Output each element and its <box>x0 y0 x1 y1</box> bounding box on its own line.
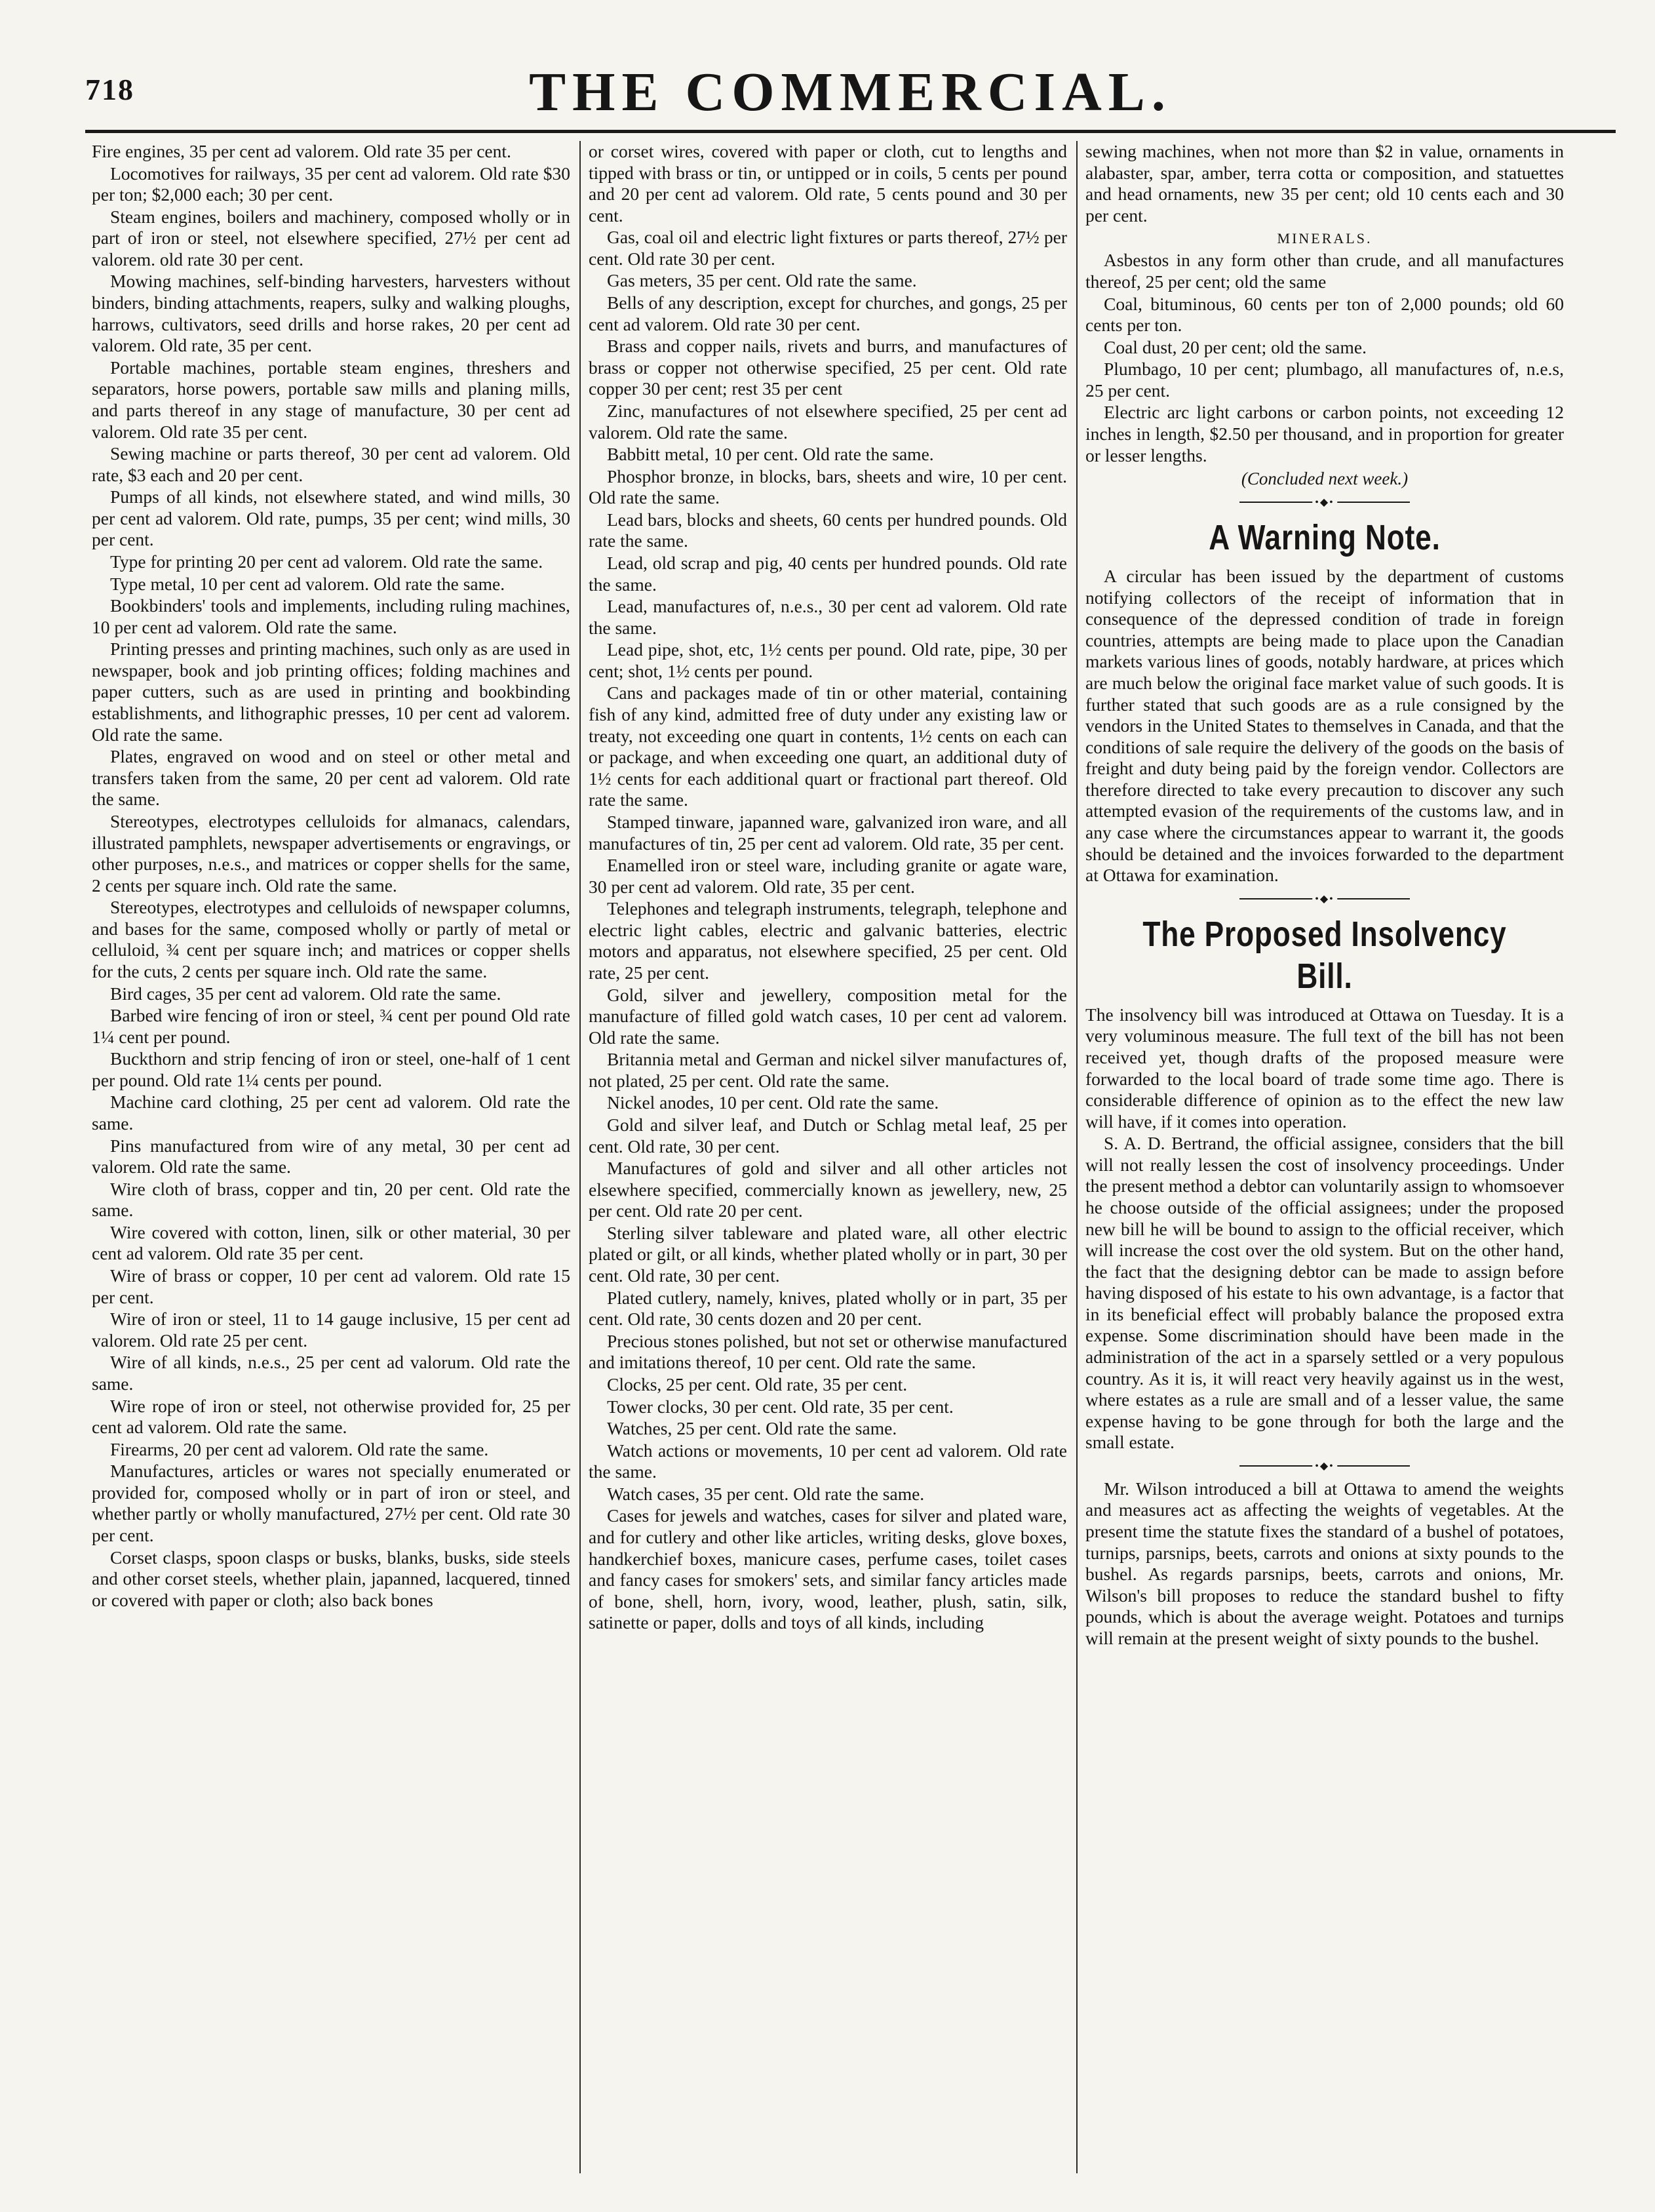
tariff-item: Machine card clothing, 25 per cent ad valorem. Old rate the same. <box>92 1092 570 1134</box>
tariff-item: Bookbinders' tools and implements, including ruling machines, 10 per cent ad valorem. Old rate the same. <box>92 595 570 637</box>
article-paragraph-weights: Mr. Wilson introduced a bill at Ottawa to amend the weights and measures act as affecting the weights of vegetables. At the present time the statute fixes the standard of a bushel of potatoes, turnips, parsnips, beets, carrots and onions at sixty pounds to the bushel. As regards parsnips, beets, carrots and onions, Mr. Wilson's bill proposes to reduce the standard bushel to fifty pounds, which is about the average weight. Potatoes and turnips will remain at the present weight of sixty pounds to the bushel. <box>1085 1478 1564 1648</box>
tariff-item: Type for printing 20 per cent ad valorem. Old rate the same. <box>110 551 543 572</box>
tariff-item: Barbed wire fencing of iron or steel, ¾ cent per pound Old rate 1¼ cent per pound. <box>92 1005 570 1047</box>
tariff-item: Bird cages, 35 per cent ad valorem. Old rate the same. <box>110 983 501 1004</box>
tariff-item: Lead, manufactures of, n.e.s., 30 per cent ad valorem. Old rate the same. <box>589 596 1067 638</box>
column-1 <box>92 141 570 2180</box>
tariff-item: Watch actions or movements, 10 per cent ad valorem. Old rate the same. <box>589 1440 1067 1482</box>
article-title-insolvency: The Proposed Insolvency Bill. <box>1142 914 1507 996</box>
column-3 <box>1085 141 1564 2180</box>
tariff-item: Corset clasps, spoon clasps or busks, blanks, busks, side steels and other corset steels, whether plain, japanned, lacquered, tinned or covered with paper or cloth; also back bones <box>92 1547 570 1610</box>
article-title-warning: A Warning Note. <box>1209 518 1441 558</box>
article-paragraph: S. A. D. Bertrand, the official assignee, considers that the bill will not really lessen the cost of insolvency proceedings. Under the present method a debtor can voluntarily assign to whomsoever he choose outside of the official assignees; under the proposed new bill he will be bound to assign to the official receiver, which will increase the cost over the old system. But on the other hand, the fact that the designing debtor can be made to assign before having disposed of his estate to his own advantage, is a factor that in its beneficial effect will probably balance the proposed extra expense. Some discrimination should have been made in the administration of the act in a sparsely settled or a very populous country. As it is, it will react very heavily against us in the west, where estates as a rule are small and of a lesser value, the same expense having to be gone through for both the large and the small estate. <box>1085 1133 1564 1453</box>
tariff-item: Plates, engraved on wood and on steel or other metal and transfers taken from the same, 20 per cent ad valorem. Old rate the same. <box>92 746 570 810</box>
section-divider <box>1239 1460 1410 1472</box>
article-paragraph: The insolvency bill was introduced at Ottawa on Tuesday. It is a very voluminous measure. The full text of the bill has not been received yet, though drafts of the proposed measure were forwarded to the local board of trade some time ago. There is considerable difference of opinion as to the effect the new law will have, if it comes into operation. <box>1085 1004 1564 1132</box>
tariff-item: Gold, silver and jewellery, composition metal for the manufacture of filled gold watch cases, 10 per cent ad valorem. Old rate the same. <box>589 984 1067 1048</box>
column-divider-1 <box>579 141 581 2173</box>
tariff-item: Stamped tinware, japanned ware, galvanized iron ware, and all manufactures of tin, 25 per cent ad valorem. Old rate, 35 per cent. <box>589 811 1067 854</box>
tariff-item: Manufactures of gold and silver and all other articles not elsewhere specified, commercially known as jewellery, new, 25 per cent. Old rate 20 per cent. <box>589 1158 1067 1221</box>
tariff-item: Watch cases, 35 per cent. Old rate the same. <box>607 1483 925 1504</box>
column-divider-2 <box>1076 141 1078 2173</box>
tariff-item: Watches, 25 per cent. Old rate the same. <box>607 1418 897 1439</box>
tariff-item: Wire covered with cotton, linen, silk or other material, 30 per cent ad valorem. Old rate 35 per cent. <box>92 1221 570 1264</box>
tariff-item: Gold and silver leaf, and Dutch or Schlag metal leaf, 25 per cent. Old rate, 30 per cent. <box>589 1115 1067 1156</box>
tariff-item: Steam engines, boilers and machinery, composed wholly or in part of iron or steel, not elsewhere specified, 27½ per cent ad valorem. old rate 30 per cent. <box>92 206 570 269</box>
tariff-item: Wire cloth of brass, copper and tin, 20 per cent. Old rate the same. <box>92 1178 570 1221</box>
tariff-item: Nickel anodes, 10 per cent. Old rate the same. <box>607 1092 939 1113</box>
tariff-item: Wire of brass or copper, 10 per cent ad valorem. Old rate 15 per cent. <box>92 1265 570 1307</box>
tariff-item: Clocks, 25 per cent. Old rate, 35 per cent. <box>607 1373 908 1394</box>
tariff-item: Zinc, manufactures of not elsewhere specified, 25 per cent ad valorem. Old rate the same. <box>589 400 1067 443</box>
masthead-title: THE COMMERCIAL. <box>529 62 1172 123</box>
tariff-item: Telephones and telegraph instruments, telegraph, telephone and electric light cables, electric and galvanic batteries, electric motors and apparatus, not elsewhere specified, 25 per cent. Old rate, 25 per cent. <box>589 898 1067 983</box>
tariff-item: Lead pipe, shot, etc, 1½ cents per pound. Old rate, pipe, 30 per cent; shot, 1½ cents per pound. <box>589 639 1067 681</box>
section-divider <box>1239 893 1410 905</box>
page-header <box>85 60 1616 132</box>
tariff-item: Tower clocks, 30 per cent. Old rate, 35 per cent. <box>607 1396 954 1417</box>
tariff-item: Lead bars, blocks and sheets, 60 cents per hundred pounds. Old rate the same. <box>589 509 1067 551</box>
minerals-heading: MINERALS. <box>1277 230 1373 247</box>
tariff-item: Sterling silver tableware and plated ware, all other electric plated or gilt, or all kinds, whether plated wholly or in part, 30 per cent. Old rate, 30 per cent. <box>589 1222 1067 1286</box>
tariff-item: Enamelled iron or steel ware, including granite or agate ware, 30 per cent ad valorem. Old rate, 35 per cent. <box>589 855 1067 897</box>
tariff-item: Wire rope of iron or steel, not otherwise provided for, 25 per cent ad valorem. Old rate the same. <box>92 1395 570 1438</box>
tariff-item: Manufactures, articles or wares not specially enumerated or provided for, composed wholly or in part of iron or steel, and whether partly or wholly manufactured, 27½ per cent. Old rate 30 per cent. <box>92 1461 570 1545</box>
tariff-item: Coal, bituminous, 60 cents per ton of 2,000 pounds; old 60 cents per ton. <box>1085 293 1564 336</box>
tariff-item: Portable machines, portable steam engines, threshers and separators, horse powers, portable saw mills and planing mills, and parts thereof in any stage of manufacture, 30 per cent ad valorem. Old rate 35 per cent. <box>92 357 570 442</box>
tariff-item: Bells of any description, except for churches, and gongs, 25 per cent ad valorem. Old rate 30 per cent. <box>589 292 1067 334</box>
section-divider <box>1239 496 1410 508</box>
tariff-item: Cans and packages made of tin or other material, containing fish of any kind, admitted free of duty under any existing law or treaty, not exceeding one quart in contents, 1½ cents on each can or package, and when exceeding one quart, an additional duty of 1½ cents for each additional quart or fractional part thereof. Old rate the same. <box>589 682 1067 810</box>
tariff-item: Cases for jewels and watches, cases for silver and plated ware, and for cutlery and other like articles, writing desks, glove boxes, handkerchief boxes, manicure cases, perfume cases, toilet cases and fancy cases for smokers' sets, and similar fancy articles made of bone, shell, horn, ivory, wood, leather, plush, satin, silk, satinette or paper, dolls and toys of all kinds, including <box>589 1505 1067 1633</box>
tariff-item: Coal dust, 20 per cent; old the same. <box>1104 336 1367 357</box>
tariff-item: Buckthorn and strip fencing of iron or steel, one-half of 1 cent per pound. Old rate 1¼ cents per pound. <box>92 1048 570 1090</box>
tariff-item: Wire of all kinds, n.e.s., 25 per cent ad valorum. Old rate the same. <box>92 1352 570 1394</box>
tariff-item: Sewing machine or parts thereof, 30 per cent ad valorem. Old rate, $3 each and 20 per cent. <box>92 443 570 485</box>
tariff-item: Plated cutlery, namely, knives, plated wholly or in part, 35 per cent. Old rate, 30 cents dozen and 20 per cent. <box>589 1287 1067 1330</box>
concluded-note: (Concluded next week.) <box>1241 469 1409 489</box>
divider-ornament-icon: •◆• <box>1312 497 1337 509</box>
tariff-item: Pumps of all kinds, not elsewhere stated, and wind mills, 30 per cent ad valorem. Old rate, pumps, 35 per cent; wind mills, 30 per cent. <box>92 486 570 550</box>
tariff-item: sewing machines, when not more than $2 in value, ornaments in alabaster, spar, amber, terra cotta or composition, and statuettes and head ornaments, new 35 per cent; old 10 cents each and 30 per cent. <box>1085 141 1564 226</box>
header-rule <box>85 130 1616 133</box>
tariff-item: Lead, old scrap and pig, 40 cents per hundred pounds. Old rate the same. <box>589 552 1067 595</box>
tariff-item: Type metal, 10 per cent ad valorem. Old rate the same. <box>110 573 505 594</box>
tariff-item: Gas, coal oil and electric light fixtures or parts thereof, 27½ per cent. Old rate 30 per cent. <box>589 227 1067 269</box>
column-2 <box>589 141 1067 2180</box>
tariff-item: or corset wires, covered with paper or cloth, cut to lengths and tipped with brass or tin, or untipped or in coils, 5 cents per pound and 20 per cent ad valorem. Old rate, 5 cents pound and 30 per cent. <box>589 141 1067 226</box>
tariff-item: Brass and copper nails, rivets and burrs, and manufactures of brass or copper not otherwise specified, 25 per cent. Old rate copper 30 per cent; rest 35 per cent <box>589 336 1067 399</box>
page-number: 718 <box>85 73 134 106</box>
tariff-item: Gas meters, 35 per cent. Old rate the same. <box>607 270 917 291</box>
tariff-item: Plumbago, 10 per cent; plumbago, all manufactures of, n.e.s, 25 per cent. <box>1085 359 1564 401</box>
tariff-item: Pins manufactured from wire of any metal, 30 per cent ad valorem. Old rate the same. <box>92 1135 570 1177</box>
tariff-item: Fire engines, 35 per cent ad valorem. Old rate 35 per cent. <box>92 141 511 161</box>
tariff-item: Asbestos in any form other than crude, and all manufactures thereof, 25 per cent; old the same <box>1085 250 1564 292</box>
tariff-item: Firearms, 20 per cent ad valorem. Old rate the same. <box>110 1438 489 1459</box>
tariff-item: Precious stones polished, but not set or otherwise manufactured and imitations thereof, 10 per cent. Old rate the same. <box>589 1330 1067 1373</box>
tariff-item: Wire of iron or steel, 11 to 14 gauge inclusive, 15 per cent ad valorem. Old rate 25 per cent. <box>92 1309 570 1351</box>
tariff-item: Mowing machines, self-binding harvesters, harvesters without binders, binding attachments, reapers, sulky and walking ploughs, harrows, cultivators, seed drills and horse rakes, 20 per cent ad valorem. Old rate, 35 per cent. <box>92 271 570 356</box>
tariff-item: Babbitt metal, 10 per cent. Old rate the same. <box>607 444 934 465</box>
divider-ornament-icon: •◆• <box>1312 894 1337 906</box>
tariff-item: Printing presses and printing machines, such only as are used in newspaper, book and job printing offices; folding machines and paper cutters, such as are used in printing and bookbinding establishments, and lithographic presses, 10 per cent ad valorem. Old rate the same. <box>92 639 570 745</box>
article-paragraph: A circular has been issued by the department of customs notifying collectors of the receipt of information that in consequence of the depressed condition of trade in foreign countries, attempts are being made to place upon the Canadian markets various lines of goods, notably hardware, at prices which are much below the original face market value of such goods. It is further stated that such goods are as a rule consigned by the vendors in the United States to themselves in Canada, and that the conditions of sale require the delivery of the goods on the basis of freight and duty being paid by the foreign vendor. Collectors are therefore directed to take every precaution to discover any such attempted evasion of the requirements of the customs law, and in any case where the circumstances appear to warrant it, the goods should be detained and the invoices forwarded to the department at Ottawa for examination. <box>1085 566 1564 886</box>
tariff-item: Britannia metal and German and nickel silver manufactures of, not plated, 25 per cent. Old rate the same. <box>589 1049 1067 1091</box>
tariff-item: Stereotypes, electrotypes and celluloids of newspaper columns, and bases for the same, composed wholly or partly of metal or celluloid, ¾ cent per square inch; and matrices or copper shells for the cuts, 2 cents per square inch. Old rate the same. <box>92 897 570 981</box>
tariff-item: Electric arc light carbons or carbon points, not exceeding 12 inches in length, $2.50 per thousand, and in proportion for greater or lesser lengths. <box>1085 402 1564 465</box>
tariff-item: Phosphor bronze, in blocks, bars, sheets and wire, 10 per cent. Old rate the same. <box>589 465 1067 508</box>
divider-ornament-icon: •◆• <box>1312 1461 1337 1473</box>
tariff-item: Stereotypes, electrotypes celluloids for almanacs, calendars, illustrated pamphlets, newspaper advertisements or engravings, or other purposes, n.e.s., and matrices or copper shells for the same, 2 cents per square inch. Old rate the same. <box>92 810 570 896</box>
tariff-item: Locomotives for railways, 35 per cent ad valorem. Old rate $30 per ton; $2,000 each; 30 per cent. <box>92 163 570 205</box>
